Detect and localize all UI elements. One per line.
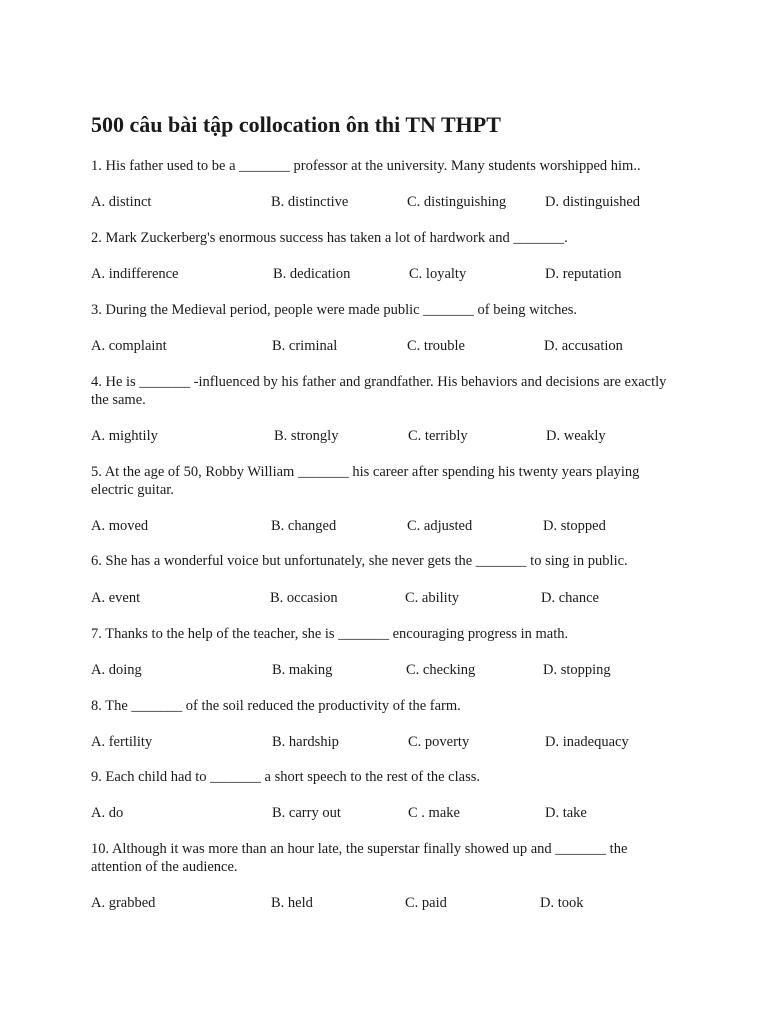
option-b: B. making: [272, 662, 333, 678]
option-a: A. moved: [91, 518, 149, 534]
option-d: D. chance: [541, 590, 599, 606]
option-c: C. adjusted: [407, 518, 473, 534]
question-9-stem: 9. Each child had to _______ a short speech to the rest of the class.: [91, 769, 480, 785]
option-d: D. stopping: [543, 662, 611, 678]
question-5-stem: 5. At the age of 50, Robby William _______ his career after spending his twenty years playing electric guitar.: [91, 464, 640, 498]
option-a: A. complaint: [91, 338, 167, 354]
question-7-stem: 7. Thanks to the help of the teacher, she is _______ encouraging progress in math.: [91, 626, 569, 642]
option-c: C. paid: [405, 895, 447, 911]
question-10-options: [0, 894, 770, 914]
question-6-options: [0, 589, 770, 609]
option-a: A. do: [91, 805, 124, 821]
question-8-stem: 8. The _______ of the soil reduced the productivity of the farm.: [91, 698, 461, 714]
option-b: B. hardship: [272, 734, 339, 750]
option-a: A. distinct: [91, 194, 152, 210]
option-c: C. poverty: [408, 734, 470, 750]
question-8-options: [0, 733, 770, 753]
question-1-options: [0, 193, 770, 213]
option-b: B. criminal: [272, 338, 338, 354]
question-7-options: [0, 661, 770, 681]
option-d: D. distinguished: [545, 194, 641, 210]
option-c: C. trouble: [407, 338, 465, 354]
question-9-options: [0, 804, 770, 824]
option-a: A. doing: [91, 662, 142, 678]
option-b: B. occasion: [270, 590, 338, 606]
option-a: A. grabbed: [91, 895, 156, 911]
option-c: C. ability: [405, 590, 459, 606]
option-c: C. loyalty: [409, 266, 467, 282]
question-3-options: [0, 337, 770, 357]
question-10-stem: 10. Although it was more than an hour late, the superstar finally showed up and _______ the attention of the audience.: [91, 841, 628, 875]
option-b: B. held: [271, 895, 313, 911]
option-d: D. weakly: [546, 428, 606, 444]
option-c: C. checking: [406, 662, 476, 678]
option-d: D. inadequacy: [545, 734, 629, 750]
option-c: C. distinguishing: [407, 194, 507, 210]
question-2-options: [0, 265, 770, 285]
option-a: A. mightily: [91, 428, 158, 444]
option-b: B. changed: [271, 518, 337, 534]
question-4-options: [0, 427, 770, 447]
option-a: A. indifference: [91, 266, 179, 282]
question-6-stem: 6. She has a wonderful voice but unfortunately, she never gets the _______ to sing in public.: [91, 553, 628, 569]
question-5-options: [0, 517, 770, 537]
question-4-stem: 4. He is _______ -influenced by his father and grandfather. His behaviors and decisions are exactly the same.: [91, 374, 667, 408]
option-d: D. take: [545, 805, 587, 821]
option-d: D. accusation: [544, 338, 623, 354]
option-c: C . make: [408, 805, 460, 821]
option-b: B. strongly: [274, 428, 339, 444]
option-a: A. event: [91, 590, 141, 606]
option-b: B. carry out: [272, 805, 341, 821]
question-3-stem: 3. During the Medieval period, people were made public _______ of being witches.: [91, 302, 578, 318]
question-2-stem: 2. Mark Zuckerberg's enormous success has taken a lot of hardwork and _______.: [91, 230, 568, 246]
option-b: B. distinctive: [271, 194, 349, 210]
option-a: A. fertility: [91, 734, 153, 750]
option-d: D. took: [540, 895, 584, 911]
option-d: D. stopped: [543, 518, 606, 534]
question-1-stem: 1. His father used to be a _______ professor at the university. Many students worshipped him..: [91, 158, 641, 174]
option-c: C. terribly: [408, 428, 468, 444]
document-title: 500 câu bài tập collocation ôn thi TN THPT: [91, 112, 501, 137]
option-b: B. dedication: [273, 266, 351, 282]
option-d: D. reputation: [545, 266, 622, 282]
